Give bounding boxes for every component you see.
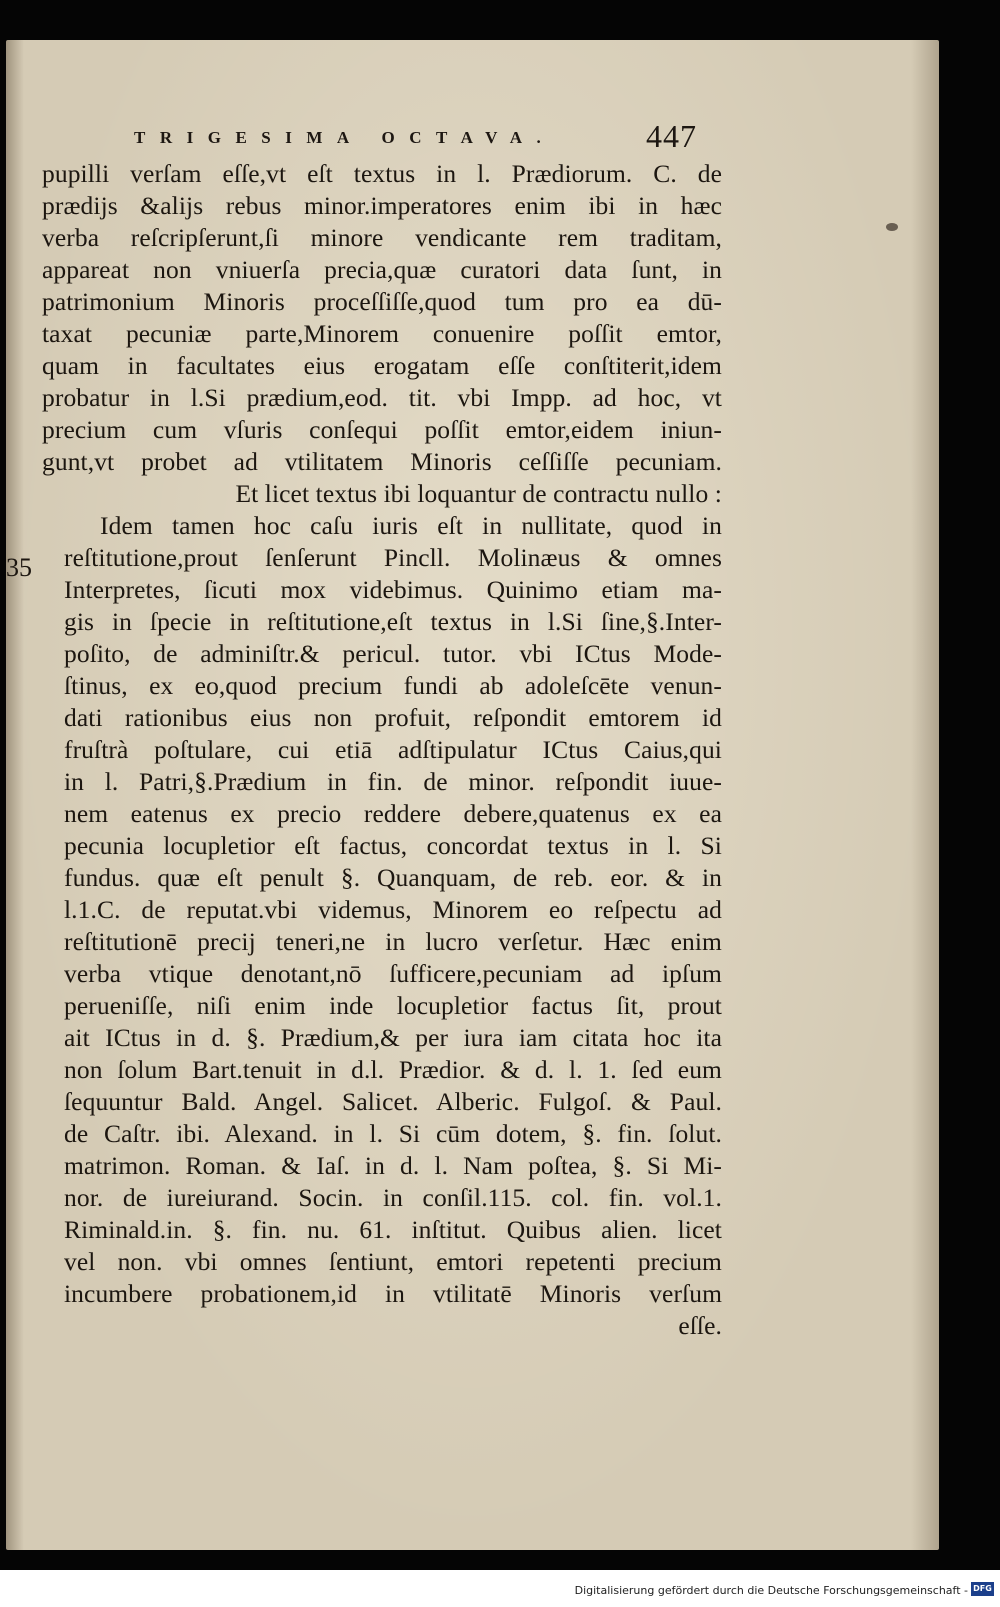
text-line: matrimon. Roman. & Iaſ. in d. l. Nam poſtea, §. Si Mi- [64, 1151, 722, 1180]
text-line: probatur in l.Si prædium,eod. tit. vbi Impp. ad hoc, vt [42, 383, 722, 412]
text-line: nem eatenus ex precio reddere debere,quatenus ex ea [64, 799, 722, 828]
page-number: 447 [646, 118, 697, 154]
dfg-logo: DFG [971, 1582, 994, 1596]
text-line: ait ICtus in d. §. Prædium,& per iura iam citata hoc ita [64, 1023, 722, 1052]
text-line: quam in facultates eius erogatam eſſe conſtiterit,idem [42, 351, 722, 380]
text-line: appareat non vniuerſa precia,quæ curatori data ſunt, in [42, 255, 722, 284]
text-line: in l. Patri,§.Prædium in fin. de minor. reſpondit iuue- [64, 767, 722, 796]
text-line: eſſe. [678, 1311, 722, 1340]
text-line: taxat pecuniæ parte,Minorem conuenire poſſit emtor, [42, 319, 722, 348]
text-line: gunt,vt probet ad vtilitatem Minoris ceſſiſſe pecuniam. [42, 447, 722, 476]
text-line: poſito, de adminiſtr.& pericul. tutor. vbi ICtus Mode- [64, 639, 722, 668]
text-line: reſtitutionē precij teneri,ne in lucro verſetur. Hæc enim [64, 927, 722, 956]
text-line: Et licet textus ibi loquantur de contractu nullo : [235, 479, 722, 508]
text-line: Idem tamen hoc caſu iuris eſt in nullitate, quod in [100, 511, 722, 540]
text-line: prædijs &alijs rebus minor.imperatores enim ibi in hæc [42, 191, 722, 220]
text-line: pecunia locupletior eſt factus, concordat textus in l. Si [64, 831, 722, 860]
text-line: precium cum vſuris conſequi poſſit emtor,eidem iniun- [42, 415, 722, 444]
running-head [6, 118, 939, 156]
text-line: l.1.C. de reputat.vbi videmus, Minorem eo reſpectu ad [64, 895, 722, 924]
funding-credit: Digitalisierung gefördert durch die Deutsche Forschungsgemeinschaft - [574, 1584, 968, 1597]
margin-line-number: 35 [6, 553, 32, 582]
text-line: non ſolum Bart.tenuit in d.l. Prædior. & d. l. 1. ſed eum [64, 1055, 722, 1084]
text-line: verba reſcripſerunt,ſi minore vendicante rem traditam, [42, 223, 722, 252]
text-line: patrimonium Minoris proceſſiſſe,quod tum pro ea dū- [42, 287, 722, 316]
book-page [6, 40, 939, 1550]
text-line: nor. de iureiurand. Socin. in conſil.115. col. fin. vol.1. [64, 1183, 722, 1212]
text-line: verba vtique denotant,nō ſufficere,pecuniam ad ipſum [64, 959, 722, 988]
text-line: de Caſtr. ibi. Alexand. in l. Si cūm dotem, §. fin. ſolut. [64, 1119, 722, 1148]
text-line: vel non. vbi omnes ſentiunt, emtori repetenti precium [64, 1247, 722, 1276]
text-line: ſequuntur Bald. Angel. Salicet. Alberic. Fulgoſ. & Paul. [64, 1087, 722, 1116]
running-title: TRIGESIMA OCTAVA. [134, 128, 556, 147]
text-line: perueniſſe, niſi enim inde locupletior factus ſit, prout [64, 991, 722, 1020]
ink-speck [886, 223, 898, 231]
text-line: dati rationibus eius non profuit, reſpondit emtorem id [64, 703, 722, 732]
text-line: pupilli verſam eſſe,vt eſt textus in l. Prædiorum. C. de [42, 159, 722, 188]
text-line: Interpretes, ſicuti mox videbimus. Quinimo etiam ma- [64, 575, 722, 604]
text-line: ſtinus, ex eo,quod precium fundi ab adoleſcēte venun- [64, 671, 722, 700]
text-line: incumbere probationem,id in vtilitatē Minoris verſum [64, 1279, 722, 1308]
text-line: fruſtrà poſtulare, cui etiā adſtipulatur ICtus Caius,qui [64, 735, 722, 764]
footer-bar [0, 1570, 1000, 1607]
text-line: fundus. quæ eſt penult §. Quanquam, de reb. eor. & in [64, 863, 722, 892]
text-line: Riminald.in. §. fin. nu. 61. inſtitut. Quibus alien. licet [64, 1215, 722, 1244]
text-line: reſtitutione,prout ſenſerunt Pincll. Molinæus & omnes [64, 543, 722, 572]
text-line: gis in ſpecie in reſtitutione,eſt textus in l.Si ſine,§.Inter- [64, 607, 722, 636]
